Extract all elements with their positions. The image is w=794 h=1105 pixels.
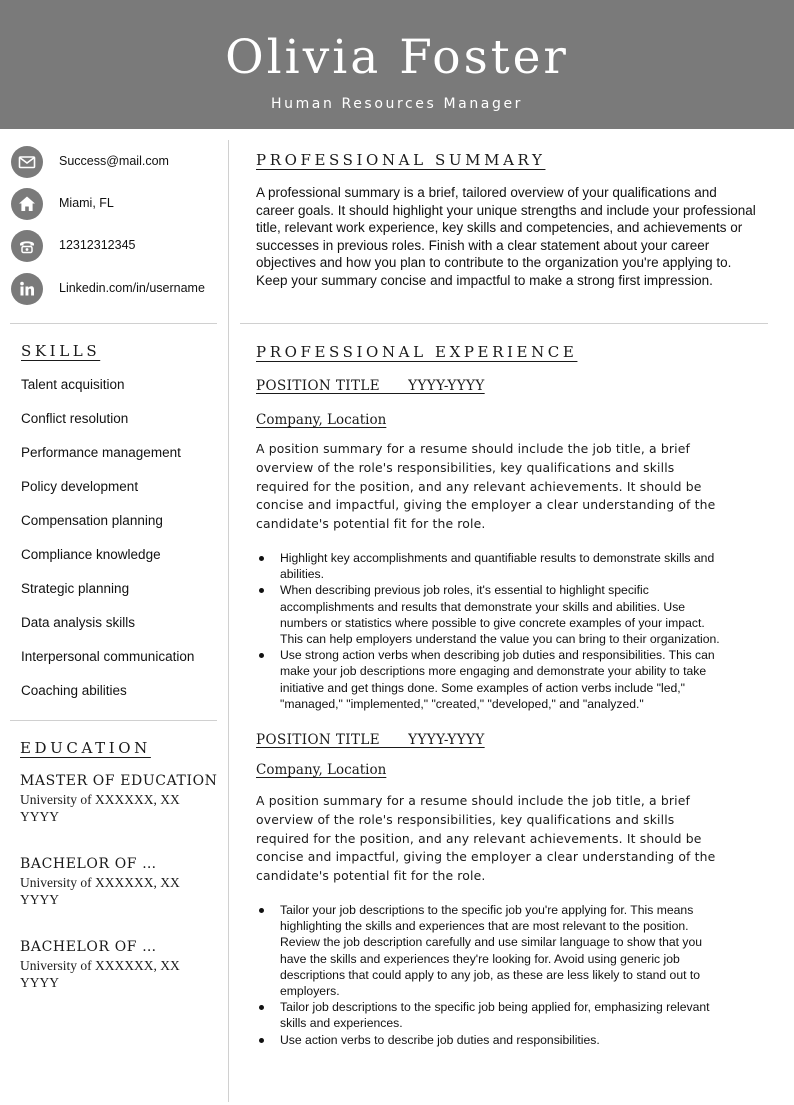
phone-icon bbox=[11, 230, 43, 262]
bullet-item: Tailor job descriptions to the specific job being applied for, emphasizing relevant skills and experiences. bbox=[256, 999, 730, 1031]
phone-text: 12312312345 bbox=[59, 238, 136, 252]
company-location: Company, Location bbox=[256, 412, 387, 428]
education-year: YYYY bbox=[20, 809, 59, 824]
education-degree: MASTER OF EDUCATION bbox=[20, 773, 218, 789]
skill-item: Compliance knowledge bbox=[21, 547, 161, 562]
contact-email[interactable] bbox=[11, 146, 221, 178]
skill-item: Coaching abilities bbox=[21, 683, 127, 698]
education-year: YYYY bbox=[20, 892, 59, 907]
skill-item: Data analysis skills bbox=[21, 615, 136, 630]
skill-item: Talent acquisition bbox=[21, 377, 125, 392]
bullet-item: Use strong action verbs when describing job duties and responsibilities. This can make your job descriptions more engaging and demonstrate your ability to take initiative and get things done. Some examples of action verbs include "led," "managed," "implemented," "created," "developed," and "analyzed." bbox=[256, 647, 730, 712]
summary-heading: PROFESSIONAL SUMMARY bbox=[256, 151, 546, 169]
bullet-item: Use action verbs to describe job duties and responsibilities. bbox=[256, 1032, 730, 1048]
skill-item: Compensation planning bbox=[21, 513, 163, 528]
header-banner bbox=[0, 0, 794, 129]
linkedin-text: Linkedin.com/in/username bbox=[59, 281, 205, 295]
skill-item: Conflict resolution bbox=[21, 411, 129, 426]
home-icon bbox=[11, 188, 43, 220]
education-degree: BACHELOR OF … bbox=[20, 939, 157, 955]
company-location: Company, Location bbox=[256, 762, 387, 778]
education-year: YYYY bbox=[20, 975, 59, 990]
skills-heading: SKILLS bbox=[21, 342, 101, 360]
skill-item: Interpersonal communication bbox=[21, 649, 195, 664]
contact-linkedin[interactable] bbox=[11, 273, 221, 305]
divider bbox=[240, 323, 768, 324]
candidate-name: Olivia Foster bbox=[225, 30, 569, 85]
skill-item: Performance management bbox=[21, 445, 181, 460]
email-text: Success@mail.com bbox=[59, 154, 169, 168]
position-title: POSITION TITLE YYYY-YYYY bbox=[256, 378, 485, 394]
mail-icon bbox=[11, 146, 43, 178]
column-divider bbox=[228, 140, 229, 1102]
education-degree: BACHELOR OF … bbox=[20, 856, 157, 872]
bullet-item: When describing previous job roles, it's essential to highlight specific accomplishments and results that demonstrate your skills and abilities. Use numbers or statistics where possible to give concrete examples of your impact. This can help employers understand the value you can bring to their organization. bbox=[256, 582, 730, 647]
contact-location bbox=[11, 188, 221, 220]
skill-item: Strategic planning bbox=[21, 581, 130, 596]
education-school: University of XXXXXX, XX bbox=[20, 792, 180, 807]
summary-text: A professional summary is a brief, tailored overview of your qualifications and career goals. It should highlight your unique strengths and include your professional title, relevant work experience, key skills and competencies, and achievements or successes in previous roles. Finish with a clear statement about your career objectives and how you plan to contribute to the organization you're applying to. Keep your summary concise and impactful to make a strong first impression. bbox=[256, 185, 756, 288]
skill-item: Policy development bbox=[21, 479, 139, 494]
contact-phone[interactable] bbox=[11, 230, 221, 262]
education-school: University of XXXXXX, XX bbox=[20, 958, 180, 973]
candidate-title: Human Resources Manager bbox=[270, 96, 524, 112]
location-text: Miami, FL bbox=[59, 196, 114, 210]
bullet-item: Highlight key accomplishments and quantifiable results to demonstrate skills and abilities. bbox=[256, 550, 730, 582]
bullet-item: Tailor your job descriptions to the specific job you're applying for. This means highlighting the skills and experiences that are most relevant to the position. Review the job description carefully and use similar language to show that you have the skills and experiences they're looking for. Avoid using generic job descriptions that could apply to any job, as these are less likely to stand out to employers. bbox=[256, 902, 730, 999]
divider bbox=[10, 720, 217, 721]
linkedin-icon bbox=[11, 273, 43, 305]
experience-heading: PROFESSIONAL EXPERIENCE bbox=[256, 343, 578, 361]
position-title: POSITION TITLE YYYY-YYYY bbox=[256, 732, 485, 748]
bullet-list bbox=[256, 550, 730, 712]
education-school: University of XXXXXX, XX bbox=[20, 875, 180, 890]
position-summary: A position summary for a resume should include the job title, a brief overview of the role's responsibilities, key qualifications and skills required for the position, and any relevant achievements. It should be concise and impactful, giving the employer a clear understanding of the candidate's potential fit for the role. bbox=[256, 793, 716, 884]
education-heading: EDUCATION bbox=[20, 739, 151, 757]
divider bbox=[10, 323, 217, 324]
position-summary: A position summary for a resume should include the job title, a brief overview of the role's responsibilities, key qualifications and skills required for the position, and any relevant achievements. It should be concise and impactful, giving the employer a clear understanding of the candidate's potential fit for the role. bbox=[256, 441, 716, 532]
bullet-list bbox=[256, 902, 730, 1048]
